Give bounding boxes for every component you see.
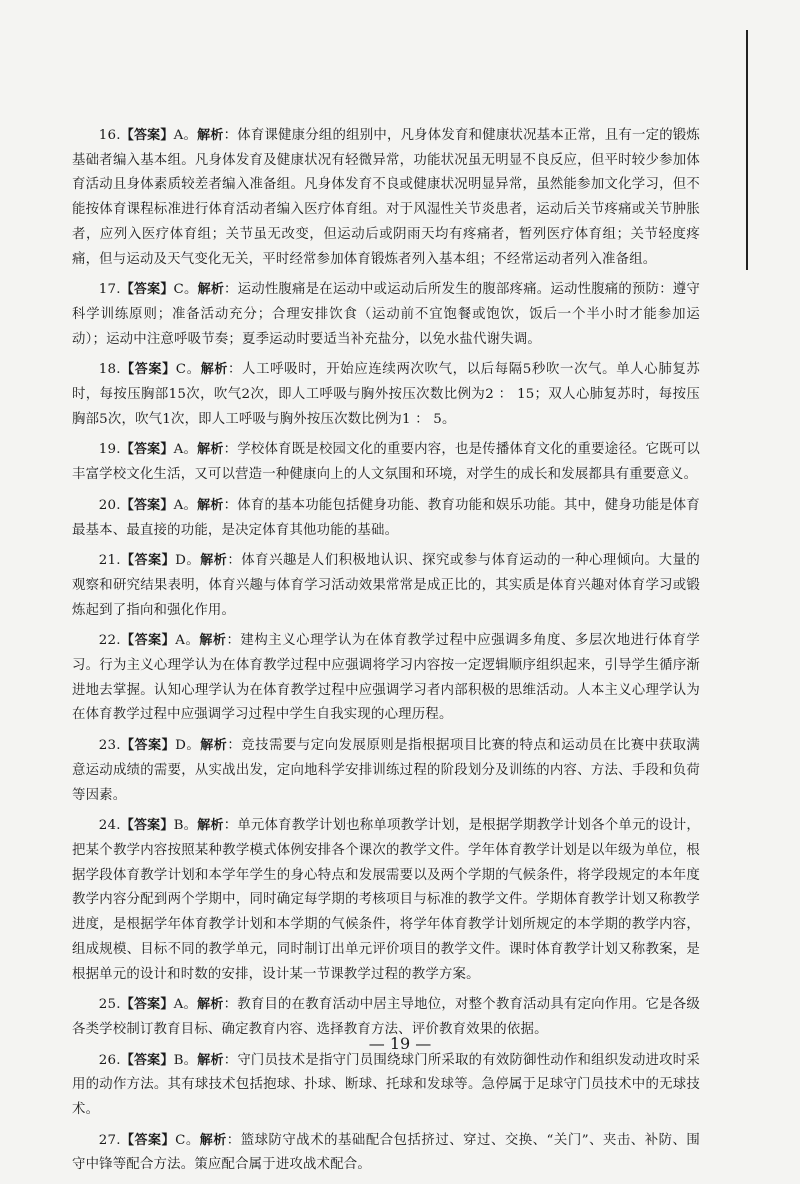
answer-tag: 【答案】 [120,738,176,754]
answer-choice: B。 [173,1052,198,1068]
analysis-text: 人工呼吸时，开始应连续两次吹气，以后每隔5秒吹一次气。单人心肺复苏时，每按压胸部15次，吹气2次，即人工呼吸与胸外按压次数比例为2 ： 15；双人心肺复苏时，每按压胸部5次，吹气1次，即人工呼吸与胸外按压次数比例为1 ： 5。 [72,362,700,427]
analysis-label: 解析 [197,997,224,1013]
answer-entry: 17.【答案】C。解析：运动性腹痛是在运动中或运动后所发生的腹部疼痛。运动性腹痛的预防：遵守科学训练原则；准备活动充分；合理安排饮食（运动前不宜饱餐或饱饮，饭后一个半小时才能参加运动）；运动中注意呼吸节奏；夏季运动时要适当补充盐分，以免水盐代谢失调。 [72,282,700,347]
analysis-label: 解析 [197,442,224,458]
answer-tag: 【答案】 [120,1132,176,1148]
answer-choice: B。 [173,818,198,834]
answer-entry: 25.【答案】A。解析：教育目的在教育活动中居主导地位，对整个教育活动具有定向作用。它是各级各类学校制订教育目标、确定教育内容、选择教育方法、评价教育效果的依据。 [72,997,701,1037]
answer-choice: A。 [173,497,198,513]
answer-entry: 20.【答案】A。解析：体育的基本功能包括健身功能、教育功能和娱乐功能。其中，健身功能是体育最基本、最直接的功能，是决定体育其他功能的基础。 [72,497,701,538]
answer-choice: A。 [173,128,198,143]
analysis-label: 解析 [200,553,228,569]
question-number: 20. [98,497,121,513]
scan-edge-line [746,30,748,270]
analysis-label: 解析 [199,1132,227,1148]
analysis-text: 体育兴趣是人们积极地认识、探究或参与体育运动的一种心理倾向。大量的观察和研究结果表明，体育兴趣与体育学习活动效果常常是成正比的，其实质是体育兴趣对体育学习或锻炼起到了指向和强化作用。 [72,553,700,618]
question-number: 27. [98,1132,121,1148]
answer-tag: 【答案】 [120,1052,174,1068]
answer-choice: A。 [175,633,200,649]
analysis-label: 解析 [197,818,224,834]
analysis-text: 竞技需要与定向发展原则是指根据项目比赛的特点和运动员在比赛中获取满意运动成绩的需要，从实战出发，定向地科学安排训练过程的阶段划分及训练的内容、方法、手段和负荷等因素。 [72,738,700,803]
answer-tag: 【答案】 [120,818,174,834]
page-number: — 19 — [368,1034,432,1053]
answer-tag: 【答案】 [120,997,174,1013]
analysis-label: 解析 [200,738,228,754]
analysis-label: 解析 [197,128,224,143]
question-number: 16. [98,128,121,143]
question-number: 21. [98,553,121,569]
answer-entry: 16.【答案】A。解析：体育课健康分组的组别中，凡身体发育和健康状况基本正常，且有一定的锻炼基础者编入基本组。凡身体发育及健康状况有轻微异常，功能状况虽无明显不良反应，但平时较少参加体育活动且身体素质较差者编入准备组。凡身体发育不良或健康状况明显异常，虽然能参加文化学习，但不能按体育课程标准进行体育活动者编入医疗体育组。对于风湿性关节炎患者，运动后关节疼痛或关节肿胀者，应列入医疗体育组；关节虽无改变，但运动后或阴雨天均有疼痛者，暂列医疗体育组；关节轻度疼痛，但与运动及天气变化无关，平时经常参加体育锻炼者列入基本组；不经常运动者列入准备组。 [72,128,701,267]
analysis-label: 解析 [197,282,225,298]
answer-choice: C。 [175,1132,200,1148]
answer-choice: D。 [175,738,201,754]
answer-entry: 18.【答案】C。解析：人工呼吸时，开始应连续两次吹气，以后每隔5秒吹一次气。单人心肺复苏时，每按压胸部15次，吹气2次，即人工呼吸与胸外按压次数比例为2 ： 15；双人心肺复苏时，每按压胸部5次，吹气1次，即人工呼吸与胸外按压次数比例为1 ： 5。 [72,362,700,427]
answer-entry: 26.【答案】B。解析：守门员技术是指守门员围绕球门所采取的有效防御性动作和组织发动进攻时采用的动作方法。其有球技术包括抱球、扑球、断球、托球和发球等。急停属于足球守门员技术中的无球技术。 [72,1052,700,1118]
answer-choice: D。 [175,553,201,569]
analysis-text: 单元体育教学计划也称单项教学计划，是根据学期教学计划各个单元的设计，把某个教学内容按照某种教学模式体例安排各个课次的教学文件。学年体育教学计划是以年级为单位，根据学段体育教学计划和本学年学生的身心特点和发展需要以及两个学期的气候条件，将学段规定的本年度教学内容分配到两个学期中，同时确定每学期的考核项目与标准的教学文件。学期体育教学计划又称教学进度，是根据学年体育教学计划和本学期的气候条件，将学年体育教学计划所规定的本学期的教学内容，组成规模、目标不同的教学单元，同时制订出单元评价项目的教学文件。课时体育教学计划又称教案，是根据单元的设计和时数的安排，设计某一节课教学过程的教学方案。 [72,818,700,982]
analysis-label: 解析 [199,633,227,649]
analysis-text: 篮球防守战术的基础配合包括挤过、穿过、交换、“关门”、夹击、补防、围守中锋等配合方法。策应配合属于进攻战术配合。 [72,1132,700,1173]
analysis-text: 体育的基本功能包括健身功能、教育功能和娱乐功能。其中，健身功能是体育最基本、最直接的功能，是决定体育其他功能的基础。 [72,497,701,538]
question-number: 22. [98,633,121,649]
analysis-text: 守门员技术是指守门员围绕球门所采取的有效防御性动作和组织发动进攻时采用的动作方法。其有球技术包括抱球、扑球、断球、托球和发球等。急停属于足球守门员技术中的无球技术。 [72,1052,700,1118]
answer-entry: 24.【答案】B。解析：单元体育教学计划也称单项教学计划，是根据学期教学计划各个单元的设计，把某个教学内容按照某种教学模式体例安排各个课次的教学文件。学年体育教学计划是以年级为单位，根据学段体育教学计划和本学年学生的身心特点和发展需要以及两个学期的气候条件，将学段规定的本年度教学内容分配到两个学期中，同时确定每学期的考核项目与标准的教学文件。学期体育教学计划又称教学进度，是根据学年体育教学计划和本学期的气候条件，将学年体育教学计划所规定的本学期的教学内容，组成规模、目标不同的教学单元，同时制订出单元评价项目的教学文件。课时体育教学计划又称教案，是根据单元的设计和时数的安排，设计某一节课教学过程的教学方案。 [72,818,700,982]
answer-tag: 【答案】 [120,497,174,513]
answer-entry: 23.【答案】D。解析：竞技需要与定向发展原则是指根据项目比赛的特点和运动员在比赛中获取满意运动成绩的需要，从实战出发，定向地科学安排训练过程的阶段划分及训练的内容、方法、手段和负荷等因素。 [72,738,700,803]
analysis-text: 建构主义心理学认为在体育教学过程中应强调多角度、多层次地进行体育学习。行为主义心理学认为在体育教学过程中应强调将学习内容按一定逻辑顺序组织起来，引导学生循序渐进地去掌握。认知心理学认为在体育教学过程中应强调学习者内部积极的思维活动。人本主义心理学认为在体育教学过程中应强调学习过程中学生自我实现的心理历程。 [72,633,700,723]
answer-choice: C。 [173,282,198,298]
analysis-text: 教育目的在教育活动中居主导地位，对整个教育活动具有定向作用。它是各级各类学校制订教育目标、确定教育内容、选择教育方法、评价教育效果的依据。 [72,997,701,1037]
answer-tag: 【答案】 [120,282,174,298]
analysis-label: 解析 [197,1052,224,1068]
answer-entry: 27.【答案】C。解析：篮球防守战术的基础配合包括挤过、穿过、交换、“关门”、夹击、补防、围守中锋等配合方法。策应配合属于进攻战术配合。 [72,1132,700,1173]
question-number: 18. [98,362,121,378]
answer-list [72,124,700,1184]
answer-entry: 22.【答案】A。解析：建构主义心理学认为在体育教学过程中应强调多角度、多层次地进行体育学习。行为主义心理学认为在体育教学过程中应强调将学习内容按一定逻辑顺序组织起来，引导学生循序渐进地去掌握。认知心理学认为在体育教学过程中应强调学习者内部积极的思维活动。人本主义心理学认为在体育教学过程中应强调学习过程中学生自我实现的心理历程。 [72,633,700,723]
analysis-label: 解析 [200,362,228,378]
question-number: 19. [98,442,121,458]
answer-choice: A。 [173,997,198,1013]
answer-entry: 21.【答案】D。解析：体育兴趣是人们积极地认识、探究或参与体育运动的一种心理倾向。大量的观察和研究结果表明，体育兴趣与体育学习活动效果常常是成正比的，其实质是体育兴趣对体育学习或锻炼起到了指向和强化作用。 [72,553,700,618]
answer-tag: 【答案】 [120,553,176,569]
analysis-text: 体育课健康分组的组别中，凡身体发育和健康状况基本正常，且有一定的锻炼基础者编入基本组。凡身体发育及健康状况有轻微异常，功能状况虽无明显不良反应，但平时较少参加体育活动且身体素质较差者编入准备组。凡身体发育不良或健康状况明显异常，虽然能参加文化学习，但不能按体育课程标准进行体育活动者编入医疗体育组。对于风湿性关节炎患者，运动后关节疼痛或关节肿胀者，应列入医疗体育组；关节虽无改变，但运动后或阴雨天均有疼痛者，暂列医疗体育组；关节轻度疼痛，但与运动及天气变化无关，平时经常参加体育锻炼者列入基本组；不经常运动者列入准备组。 [72,128,701,267]
answer-entry: 19.【答案】A。解析：学校体育既是校园文化的重要内容，也是传播体育文化的重要途径。它既可以丰富学校文化生活，又可以营造一种健康向上的人文氛围和环境，对学生的成长和发展都具有重要意义。 [72,442,701,483]
answer-tag: 【答案】 [120,633,176,649]
analysis-text: 运动性腹痛是在运动中或运动后所发生的腹部疼痛。运动性腹痛的预防：遵守科学训练原则；准备活动充分；合理安排饮食（运动前不宜饱餐或饱饮，饭后一个半小时才能参加运动）；运动中注意呼吸节奏；夏季运动时要适当补充盐分，以免水盐代谢失调。 [72,282,700,347]
question-number: 17. [98,282,121,298]
analysis-text: 学校体育既是校园文化的重要内容，也是传播体育文化的重要途径。它既可以丰富学校文化生活，又可以营造一种健康向上的人文氛围和环境，对学生的成长和发展都具有重要意义。 [72,442,701,483]
analysis-label: 解析 [197,497,224,513]
answer-choice: C。 [175,362,201,378]
question-number: 25. [98,997,121,1013]
answer-tag: 【答案】 [120,362,176,378]
question-number: 26. [98,1052,121,1068]
answer-tag: 【答案】 [120,442,174,458]
question-number: 23. [98,738,121,754]
question-number: 24. [98,818,121,834]
answer-choice: A。 [173,442,198,458]
answer-tag: 【答案】 [120,128,174,143]
